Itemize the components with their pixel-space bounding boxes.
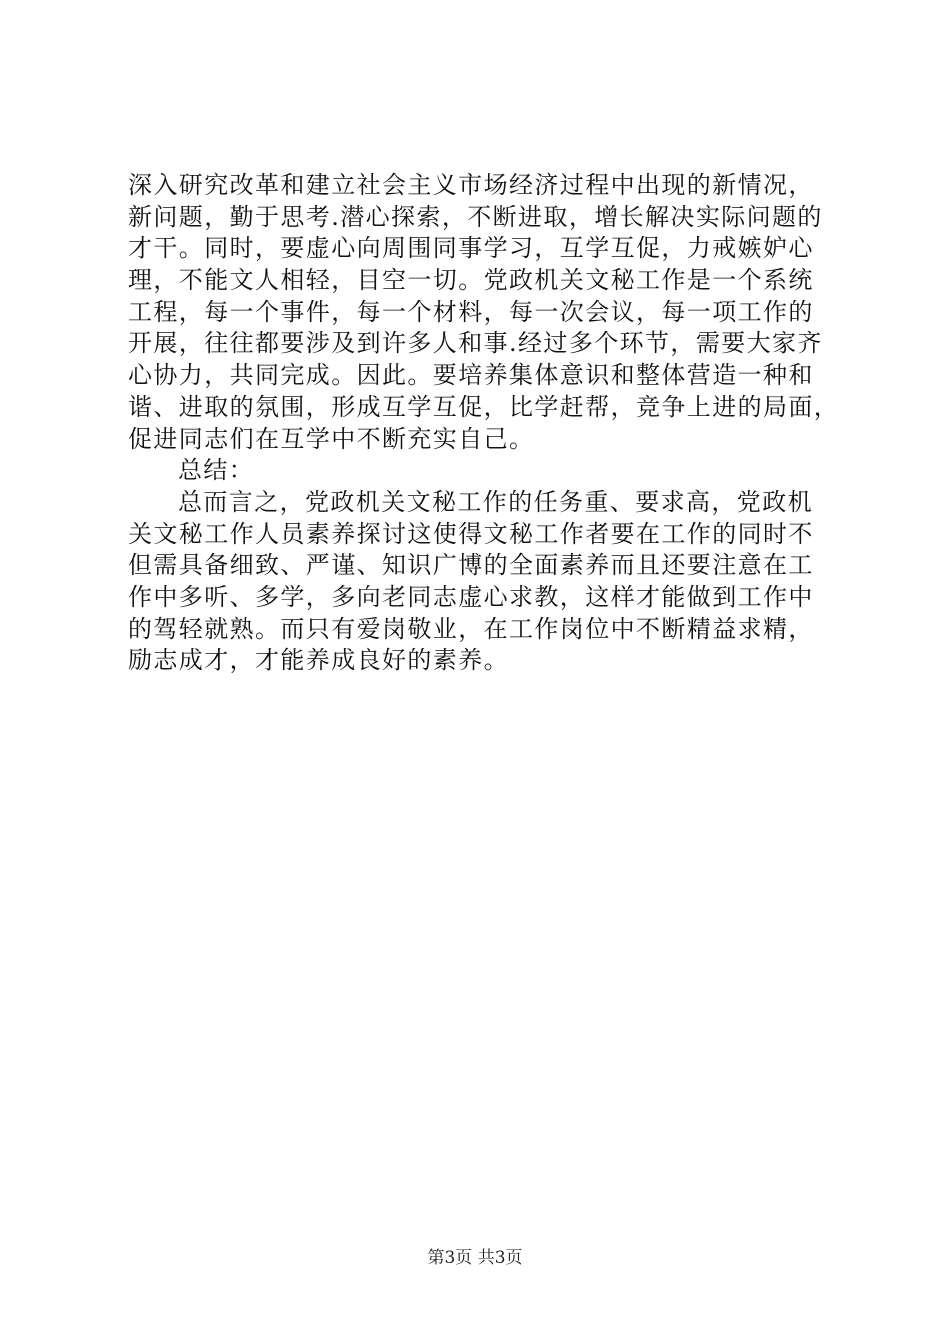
text-line: 新问题，勤于思考.潜心探索，不断进取，增长解决实际问题的 [128, 202, 823, 231]
text-line: 深入研究改革和建立社会主义市场经济过程中出现的新情况， [128, 171, 814, 199]
summary-heading: 总结： [178, 456, 255, 485]
text-line: 促进同志们在互学中不断充实自己。 [128, 424, 535, 453]
text-line: 心协力，共同完成。因此。要培养集体意识和整体营造一种和 [128, 361, 814, 390]
text-line: 关文秘工作人员素养探讨这使得文秘工作者要在工作的同时不 [128, 519, 814, 548]
body-text [128, 170, 840, 677]
text-line: 总而言之，党政机关文秘工作的任务重、要求高，党政机 [178, 487, 813, 516]
text-line: 开展，往往都要涉及到许多人和事.经过多个环节，需要大家齐 [128, 329, 823, 358]
text-line: 作中多听、多学，多向老同志虚心求教，这样才能做到工作中 [128, 582, 814, 611]
page-number-footer: 第3页 共3页 [427, 1248, 523, 1268]
text-line: 工程，每一个事件，每一个材料，每一次会议，每一项工作的 [128, 297, 814, 326]
text-line: 理，不能文人相轻，目空一切。党政机关文秘工作是一个系统 [128, 266, 814, 295]
text-line: 励志成才，才能养成良好的素养。 [128, 646, 509, 675]
text-line: 谐、进取的氛围，形成互学互促，比学赶帮，竞争上进的局面， [128, 392, 840, 421]
text-line: 但需具备细致、严谨、知识广博的全面素养而且还要注意在工 [128, 551, 814, 580]
text-line: 的驾轻就熟。而只有爱岗敬业，在工作岗位中不断精益求精， [128, 614, 814, 643]
text-line: 才干。同时，要虚心向周围同事学习，互学互促，力戒嫉妒心 [128, 234, 814, 263]
